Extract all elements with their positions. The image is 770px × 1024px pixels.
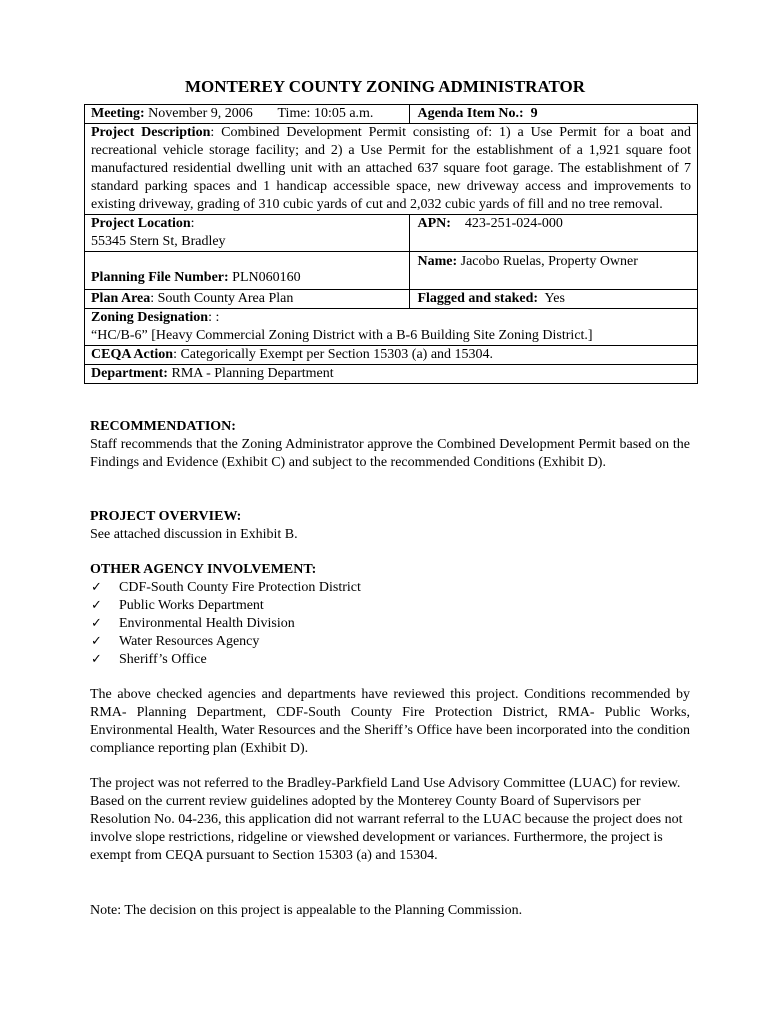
project-info-table: [84, 104, 698, 384]
department-value: RMA - Planning Department: [171, 366, 334, 381]
file-row: [85, 252, 698, 290]
agency-item: [90, 651, 690, 669]
project-description: [85, 124, 698, 215]
checkmark-icon: ✓: [91, 580, 102, 595]
ceqa-label: CEQA Action: [91, 347, 174, 362]
zoning-row: [85, 309, 698, 346]
ceqa-value: : Categorically Exempt per Section 15303 (a) and 15304.: [173, 347, 494, 362]
overview-text: See attached discussion in Exhibit B.: [90, 527, 298, 542]
flagged-cell: [410, 290, 698, 309]
project-description-text: : Combined Development Permit consisting of: 1) a Use Permit for a boat and recreational vehicle storage facility; and 2) a Use Permit for the establishment of a 1,921 square foot manufactured residential dwelling unit with an attached 637 square foot garage. The establishment of 7 standard parking spaces and 1 handicap accessible space, new driveway access and improvements to existing driveway, grading of 310 cubic yards of cut and 2,032 cubic yards of fill and no tree removal.: [91, 125, 692, 212]
department-cell: [85, 365, 698, 384]
checkmark-icon: ✓: [91, 652, 102, 667]
agency-item-label: CDF-South County Fire Protection District: [119, 580, 361, 595]
zoning-label: Zoning Designation: [91, 310, 209, 325]
apn-label: APN:: [417, 216, 451, 231]
planning-file-label: Planning File Number:: [91, 270, 229, 285]
agency-list: [90, 579, 690, 669]
agenda-label: Agenda Item No.:: [417, 106, 524, 121]
checkmark-icon: ✓: [91, 598, 102, 613]
owner-cell: [410, 252, 698, 290]
meeting-row: [85, 105, 698, 124]
plan-area-row: [85, 290, 698, 309]
location-label: Project Location: [91, 216, 191, 231]
flagged-value: Yes: [544, 291, 565, 306]
agenda-number: 9: [530, 106, 538, 121]
zoning-value: “HC/B-6” [Heavy Commercial Zoning District with a B-6 Building Site Zoning District.]: [91, 328, 593, 343]
flagged-label: Flagged and staked:: [417, 291, 539, 306]
agency-heading: OTHER AGENCY INVOLVEMENT:: [90, 562, 317, 577]
plan-area-label: Plan Area: [91, 291, 151, 306]
agency-item-label: Water Resources Agency: [119, 634, 260, 649]
agency-item-label: Environmental Health Division: [119, 616, 295, 631]
agency-item: [90, 615, 690, 633]
agency-item: [90, 597, 690, 615]
ceqa-cell: [85, 346, 698, 365]
location-cell: [85, 215, 410, 252]
department-label: Department:: [91, 366, 168, 381]
zoning-cell: [85, 309, 698, 346]
appeal-note: Note: The decision on this project is appealable to the Planning Commission.: [90, 903, 523, 918]
department-row: [85, 365, 698, 384]
agency-section: [90, 561, 690, 669]
luac-paragraph: The project was not referred to the Bradley-Parkfield Land Use Advisory Committee (LUAC) for review. Based on the current review guidelines adopted by the Monterey County Board of Supervisors per Resolution No. 04-236, this application did not warrant referral to the LUAC because the project does not involve slope restrictions, ridgeline or viewshed development or variances. Furthermore, the project is exempt from CEQA pursuant to Section 15303 (a) and 15304.: [90, 776, 683, 863]
planning-file-value: PLN060160: [232, 270, 301, 285]
agency-item: [90, 633, 690, 651]
location-colon: :: [190, 216, 195, 231]
recommendation-heading: RECOMMENDATION:: [90, 419, 236, 434]
plan-area-cell: [85, 290, 410, 309]
page-title: MONTEREY COUNTY ZONING ADMINISTRATOR: [184, 77, 585, 96]
planning-file-cell: [85, 252, 410, 290]
plan-area-value: : South County Area Plan: [150, 291, 294, 306]
description-row: [85, 124, 698, 215]
owner-label: Name:: [417, 254, 458, 269]
checkmark-icon: ✓: [91, 634, 102, 649]
apn-cell: [410, 215, 698, 252]
meeting-time: Time: 10:05 a.m.: [277, 106, 374, 121]
location-address: 55345 Stern St, Bradley: [91, 234, 226, 249]
apn-value: 423-251-024-000: [464, 216, 563, 231]
agency-item-label: Public Works Department: [119, 598, 264, 613]
zoning-colon: : :: [208, 310, 220, 325]
checkmark-icon: ✓: [91, 616, 102, 631]
meeting-cell: [85, 105, 410, 124]
agency-item-label: Sheriff’s Office: [119, 652, 207, 667]
agenda-cell: [410, 105, 698, 124]
owner-value: Jacobo Ruelas, Property Owner: [460, 254, 638, 269]
recommendation-section: [90, 418, 690, 472]
agency-item: [90, 579, 690, 597]
meeting-date: November 9, 2006: [148, 106, 253, 121]
overview-heading: PROJECT OVERVIEW:: [90, 509, 242, 524]
meeting-label: Meeting:: [91, 106, 145, 121]
ceqa-row: [85, 346, 698, 365]
agency-review-paragraph: The above checked agencies and departments have reviewed this project. Conditions recommended by RMA- Planning Department, CDF-South County Fire Protection District, RMA- Public Works, Environmental Health, Water Resources and the Sheriff’s Office have been incorporated into the condition compliance reporting plan (Exhibit D).: [90, 687, 690, 756]
recommendation-text: Staff recommends that the Zoning Administrator approve the Combined Development Permit based on the Findings and Evidence (Exhibit C) and subject to the recommended Conditions (Exhibit D).: [90, 437, 690, 470]
project-description-label: Project Description: [91, 125, 211, 140]
overview-section: [90, 508, 690, 544]
location-row: [85, 215, 698, 252]
